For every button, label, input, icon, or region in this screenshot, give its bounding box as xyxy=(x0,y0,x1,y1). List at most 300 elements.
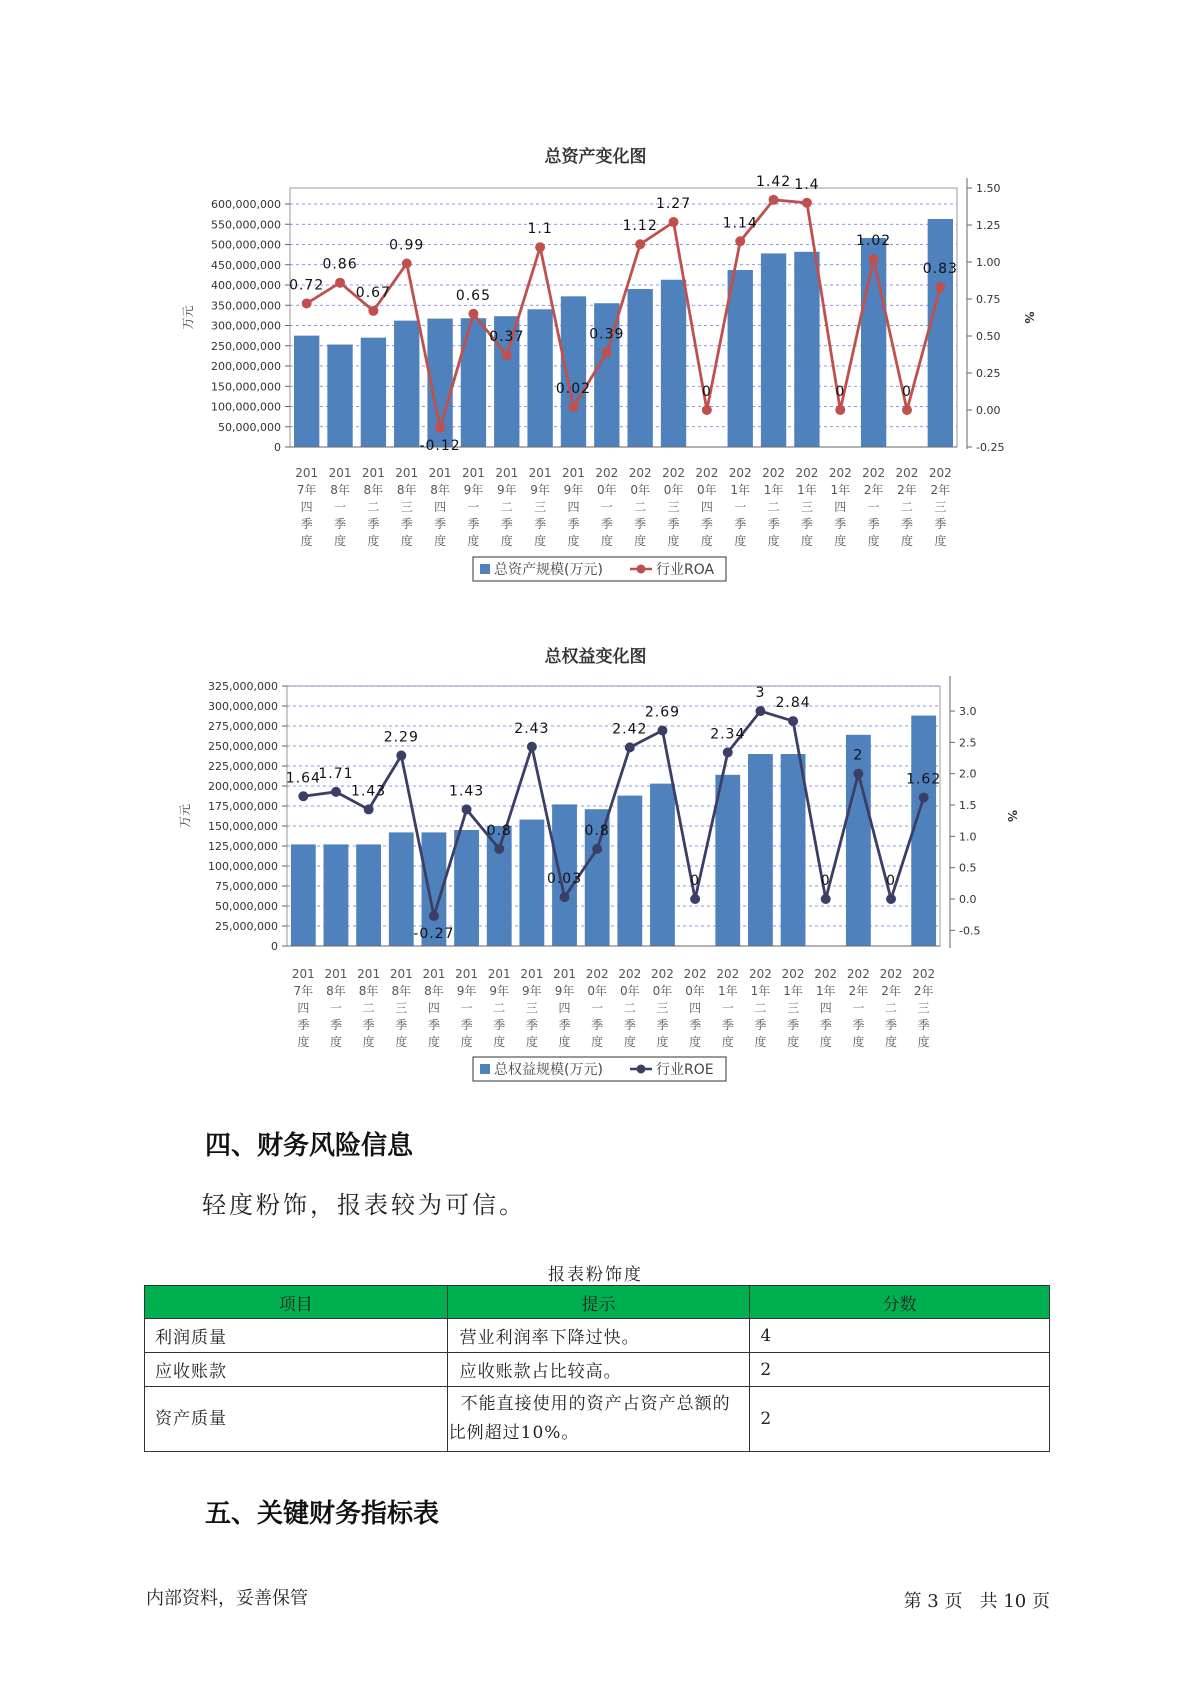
bar xyxy=(728,270,753,447)
category-label: 度 xyxy=(395,1035,408,1049)
category-label: 季 xyxy=(362,1018,375,1032)
category-label: 度 xyxy=(467,534,480,548)
category-label: 一 xyxy=(721,1001,734,1015)
line-point xyxy=(802,198,812,208)
data-label: 1.12 xyxy=(622,218,658,235)
data-label: 1.4 xyxy=(794,176,820,193)
left-tick-label: 125,000,000 xyxy=(208,840,278,853)
category-label: 度 xyxy=(934,534,947,548)
footer-page-number: 第 3 页 共 10 页 xyxy=(903,1591,1050,1612)
legend-swatch-point xyxy=(637,565,646,574)
category-label: 四 xyxy=(427,1001,440,1015)
data-label: 1.43 xyxy=(448,783,485,800)
data-label: 1.62 xyxy=(906,771,942,788)
line-point xyxy=(502,350,512,360)
category-label: 1年 xyxy=(750,984,771,998)
category-label: 三 xyxy=(525,1001,538,1015)
category-label: 9年 xyxy=(563,483,584,497)
category-label: 四 xyxy=(434,500,447,514)
row-hint: 营业利润率下降过快。 xyxy=(447,1319,750,1353)
category-label: 二 xyxy=(362,1001,375,1015)
line-point xyxy=(935,282,945,292)
data-label: 1.43 xyxy=(351,783,387,800)
left-tick-label: 50,000,000 xyxy=(218,420,281,434)
category-label: 度 xyxy=(900,534,913,548)
line-point xyxy=(396,751,406,761)
right-tick-label: 1.25 xyxy=(976,219,1001,232)
category-label: 度 xyxy=(367,534,380,548)
line-point xyxy=(302,298,312,308)
line-point xyxy=(527,742,537,752)
category-label: 0年 xyxy=(630,483,650,497)
category-label: 201 xyxy=(324,967,348,981)
bar xyxy=(650,784,675,946)
category-label: 三 xyxy=(917,1001,930,1015)
category-label: 季 xyxy=(667,517,680,531)
category-label: 季 xyxy=(885,1018,898,1032)
category-label: 8年 xyxy=(330,483,350,497)
category-label: 季 xyxy=(623,1018,636,1032)
data-label: -0.27 xyxy=(413,925,455,942)
section-heading-financial-risk: 四、财务风险信息 xyxy=(205,1131,414,1161)
right-tick-label: 1.50 xyxy=(976,182,1001,195)
category-label: 1年 xyxy=(783,984,803,998)
table-row xyxy=(145,1387,1050,1452)
row-item: 资产质量 xyxy=(145,1387,448,1452)
category-label: 一 xyxy=(460,1001,473,1015)
category-label: 三 xyxy=(534,500,547,514)
category-label: 2年 xyxy=(848,984,869,998)
left-tick-label: 550,000,000 xyxy=(211,218,281,232)
category-label: 2年 xyxy=(881,984,901,998)
line-point xyxy=(494,844,504,854)
category-label: 二 xyxy=(767,500,780,514)
line-point xyxy=(886,894,896,904)
legend-swatch-point xyxy=(637,1065,646,1074)
category-label: 四 xyxy=(567,500,580,514)
risk-table-caption: 报表粉饰度 xyxy=(548,1265,643,1285)
legend-label-bar: 总权益规模(万元) xyxy=(494,1062,603,1078)
data-label: 1.1 xyxy=(527,221,553,238)
category-label: 9年 xyxy=(530,483,550,497)
category-label: 202 xyxy=(762,466,786,480)
category-label: 季 xyxy=(934,517,947,531)
risk-table xyxy=(144,1285,1050,1452)
category-label: 度 xyxy=(534,534,547,548)
right-tick-label: 0.75 xyxy=(976,293,1001,306)
line-point xyxy=(335,278,345,288)
category-label: 季 xyxy=(754,1018,767,1032)
category-label: 度 xyxy=(434,534,447,548)
category-label: 8年 xyxy=(363,483,384,497)
category-label: 202 xyxy=(912,967,936,981)
data-label: 0.03 xyxy=(546,871,583,888)
left-tick-label: 350,000,000 xyxy=(211,299,281,313)
category-label: 度 xyxy=(460,1035,473,1049)
category-label: 三 xyxy=(667,500,680,514)
category-label: 201 xyxy=(495,466,519,480)
category-label: 201 xyxy=(520,967,544,981)
right-tick-label: 0.25 xyxy=(976,367,1001,380)
data-label: 0 xyxy=(820,873,831,890)
bar xyxy=(324,844,349,946)
bar xyxy=(527,309,552,447)
category-label: 二 xyxy=(500,500,513,514)
data-label: 0.39 xyxy=(589,326,625,343)
right-tick-label: 1.00 xyxy=(976,256,1001,269)
bar xyxy=(911,716,936,946)
category-label: 度 xyxy=(623,1035,636,1049)
category-label: 季 xyxy=(400,517,413,531)
row-item: 应收账款 xyxy=(145,1353,448,1387)
right-tick-label: -0.25 xyxy=(976,441,1005,454)
category-label: 季 xyxy=(300,517,313,531)
category-label: 季 xyxy=(834,517,847,531)
category-label: 201 xyxy=(357,967,381,981)
category-label: 202 xyxy=(814,967,838,981)
category-label: 二 xyxy=(754,1001,767,1015)
category-label: 二 xyxy=(493,1001,506,1015)
data-label: 0 xyxy=(886,873,896,890)
data-label: 1.64 xyxy=(285,770,321,787)
line-point xyxy=(735,236,745,246)
line-point xyxy=(602,347,612,357)
category-label: 202 xyxy=(651,967,674,981)
category-label: 9年 xyxy=(489,984,510,998)
category-label: 202 xyxy=(728,466,752,480)
category-label: 1年 xyxy=(830,483,851,497)
data-label: 0.72 xyxy=(289,277,325,294)
category-label: 201 xyxy=(389,967,413,981)
bar xyxy=(748,754,773,946)
data-label: 0.67 xyxy=(355,284,391,301)
bar xyxy=(356,844,381,946)
category-label: 201 xyxy=(361,466,385,480)
line-point xyxy=(468,309,478,319)
total-equity-chart xyxy=(0,670,1191,1110)
category-label: 二 xyxy=(634,500,647,514)
data-label: 0.65 xyxy=(455,287,492,304)
category-label: 0年 xyxy=(697,483,717,497)
data-label: 1.71 xyxy=(318,765,354,782)
category-label: 度 xyxy=(493,1035,506,1049)
category-label: 季 xyxy=(434,517,447,531)
line-point xyxy=(723,747,733,757)
category-label: 7年 xyxy=(296,483,317,497)
category-label: 202 xyxy=(748,967,772,981)
category-label: 202 xyxy=(618,967,642,981)
legend-label-line: 行业ROA xyxy=(656,562,715,578)
left-tick-label: 0 xyxy=(274,441,281,454)
bar xyxy=(617,796,642,946)
total-assets-chart xyxy=(0,170,1191,630)
left-tick-label: 600,000,000 xyxy=(211,198,281,211)
line-point xyxy=(625,742,635,752)
category-label: 9年 xyxy=(522,984,542,998)
line-point xyxy=(755,706,765,716)
bar xyxy=(628,289,653,447)
category-label: 三 xyxy=(656,1001,669,1015)
category-label: 季 xyxy=(734,517,747,531)
line-point xyxy=(835,405,845,415)
category-label: 度 xyxy=(885,1035,898,1049)
category-label: 二 xyxy=(900,500,913,514)
category-label: 202 xyxy=(595,466,619,480)
category-label: 季 xyxy=(767,517,780,531)
category-label: 1年 xyxy=(763,483,784,497)
data-label: 3 xyxy=(755,685,766,702)
category-label: 季 xyxy=(467,517,480,531)
line-point xyxy=(368,306,378,316)
right-tick-label: 0.50 xyxy=(976,330,1001,343)
data-label: 1.02 xyxy=(856,233,892,250)
category-label: 0年 xyxy=(620,984,640,998)
category-label: 202 xyxy=(716,967,740,981)
left-tick-label: 300,000,000 xyxy=(211,319,281,333)
line-point xyxy=(568,402,578,412)
category-label: 0年 xyxy=(663,483,684,497)
category-label: 季 xyxy=(787,1018,800,1032)
category-label: 201 xyxy=(328,466,352,480)
left-tick-label: 75,000,000 xyxy=(215,880,278,893)
category-label: 三 xyxy=(395,1001,408,1015)
category-label: 季 xyxy=(493,1018,506,1032)
category-label: 8年 xyxy=(391,984,412,998)
category-label: 季 xyxy=(460,1018,473,1032)
line-point xyxy=(635,239,645,249)
category-label: 8年 xyxy=(430,483,450,497)
category-label: 季 xyxy=(600,517,613,531)
row-score: 2 xyxy=(750,1353,1050,1387)
line-point xyxy=(402,258,412,268)
right-tick-label: 3.0 xyxy=(959,705,977,719)
line-point xyxy=(435,423,445,433)
category-label: 度 xyxy=(634,534,647,548)
category-label: 0年 xyxy=(652,984,673,998)
category-label: 8年 xyxy=(326,984,346,998)
category-label: 度 xyxy=(734,534,747,548)
bar xyxy=(294,336,319,447)
category-label: 四 xyxy=(300,500,313,514)
left-tick-label: 200,000,000 xyxy=(208,780,278,793)
line-point xyxy=(560,892,570,902)
left-tick-label: 250,000,000 xyxy=(211,339,281,353)
line-point xyxy=(788,716,798,726)
category-label: 一 xyxy=(852,1001,865,1015)
row-hint: 应收账款占比较高。 xyxy=(447,1353,750,1387)
category-label: 1年 xyxy=(717,984,738,998)
line-point xyxy=(919,793,929,803)
line-point xyxy=(657,725,667,735)
left-axis-title: 万元 xyxy=(181,305,195,330)
category-label: 季 xyxy=(334,517,347,531)
bar xyxy=(327,345,352,447)
category-label: 202 xyxy=(781,967,805,981)
risk-summary-text: 轻度粉饰，报表较为可信。 xyxy=(202,1191,526,1219)
data-label: 2.43 xyxy=(514,720,550,737)
category-label: 度 xyxy=(525,1035,538,1049)
data-label: 1.42 xyxy=(755,173,792,190)
footer-confidential-note: 内部资料，妥善保管 xyxy=(146,1588,308,1609)
category-label: 四 xyxy=(689,1001,702,1015)
category-label: 度 xyxy=(667,534,680,548)
category-label: 季 xyxy=(852,1018,865,1032)
category-label: 度 xyxy=(427,1035,440,1049)
category-label: 度 xyxy=(591,1035,604,1049)
category-label: 一 xyxy=(734,500,747,514)
category-label: 一 xyxy=(334,500,347,514)
category-label: 201 xyxy=(528,466,552,480)
category-label: 度 xyxy=(362,1035,375,1049)
category-label: 8年 xyxy=(358,984,379,998)
category-label: 度 xyxy=(689,1035,702,1049)
row-score: 4 xyxy=(750,1319,1050,1353)
data-label: 0.02 xyxy=(555,381,592,398)
data-label: 0.8 xyxy=(486,822,512,839)
line-point xyxy=(821,894,831,904)
category-label: 三 xyxy=(934,500,947,514)
category-label: 季 xyxy=(917,1018,930,1032)
category-label: 一 xyxy=(329,1001,342,1015)
bar xyxy=(661,280,686,447)
line-point xyxy=(902,405,912,415)
category-label: 7年 xyxy=(293,984,314,998)
category-label: 1年 xyxy=(797,483,817,497)
category-label: 2年 xyxy=(913,984,934,998)
category-label: 度 xyxy=(500,534,513,548)
chart-title-equity: 总权益变化图 xyxy=(544,647,647,667)
category-label: 季 xyxy=(634,517,647,531)
right-tick-label: 0.5 xyxy=(959,861,977,875)
category-label: 季 xyxy=(900,517,913,531)
category-label: 季 xyxy=(867,517,880,531)
category-label: 四 xyxy=(819,1001,832,1015)
category-label: 202 xyxy=(628,466,652,480)
line-point xyxy=(702,405,712,415)
category-label: 季 xyxy=(700,517,713,531)
category-label: 度 xyxy=(834,534,847,548)
risk-table-header-row xyxy=(145,1286,1050,1319)
data-label: 0.86 xyxy=(322,256,358,273)
bar xyxy=(928,219,953,447)
bar xyxy=(519,820,544,946)
header-hint: 提示 xyxy=(447,1286,750,1319)
category-label: 度 xyxy=(400,534,413,548)
data-label: 2.29 xyxy=(383,729,419,746)
left-tick-label: 25,000,000 xyxy=(215,920,278,933)
category-label: 季 xyxy=(329,1018,342,1032)
category-label: 度 xyxy=(656,1035,669,1049)
right-tick-label: 1.0 xyxy=(959,830,977,844)
right-tick-label: 0.0 xyxy=(959,893,977,907)
category-label: 一 xyxy=(467,500,480,514)
data-label: 0.8 xyxy=(584,822,610,839)
right-tick-label: 2.5 xyxy=(959,736,977,750)
category-label: 201 xyxy=(461,466,485,480)
legend-swatch-bar xyxy=(480,564,490,574)
category-label: 三 xyxy=(400,500,413,514)
category-label: 201 xyxy=(553,967,576,981)
category-label: 202 xyxy=(662,466,685,480)
line-point xyxy=(364,804,374,814)
data-label: 1.14 xyxy=(722,215,758,232)
category-label: 9年 xyxy=(496,483,517,497)
category-label: 度 xyxy=(721,1035,734,1049)
category-label: 202 xyxy=(683,967,707,981)
line-point xyxy=(462,804,472,814)
category-label: 四 xyxy=(834,500,847,514)
left-tick-label: 50,000,000 xyxy=(215,900,278,913)
category-label: 二 xyxy=(885,1001,898,1015)
category-label: 1年 xyxy=(730,483,751,497)
left-tick-label: 325,000,000 xyxy=(208,680,278,693)
category-label: 2年 xyxy=(930,483,951,497)
category-label: 202 xyxy=(695,466,719,480)
legend-label-bar: 总资产规模(万元) xyxy=(494,562,603,578)
right-tick-label: 1.5 xyxy=(959,799,977,813)
category-label: 202 xyxy=(795,466,819,480)
category-label: 四 xyxy=(700,500,713,514)
header-item: 项目 xyxy=(145,1286,448,1319)
row-score: 2 xyxy=(750,1387,1050,1452)
line-point xyxy=(429,911,439,921)
line-point xyxy=(298,791,308,801)
left-tick-label: 200,000,000 xyxy=(211,360,281,373)
left-tick-label: 400,000,000 xyxy=(211,279,281,292)
bar xyxy=(861,238,886,447)
category-label: 度 xyxy=(787,1035,800,1049)
category-label: 0年 xyxy=(587,984,607,998)
category-label: 201 xyxy=(562,466,585,480)
row-hint: 不能直接使用的资产占资产总额的比例超过10%。 xyxy=(447,1387,750,1452)
data-label: 2.34 xyxy=(710,726,746,743)
category-label: 季 xyxy=(534,517,547,531)
category-label: 201 xyxy=(291,967,315,981)
legend-label-line: 行业ROE xyxy=(656,1062,714,1078)
left-tick-label: 150,000,000 xyxy=(211,380,281,394)
data-label: 0.83 xyxy=(922,261,958,278)
bar xyxy=(561,296,586,447)
category-label: 9年 xyxy=(554,984,575,998)
category-label: 9年 xyxy=(463,483,484,497)
left-tick-label: 100,000,000 xyxy=(208,860,278,873)
line-point xyxy=(535,242,545,252)
category-label: 季 xyxy=(819,1018,832,1032)
data-label: 0.99 xyxy=(389,237,425,254)
bar xyxy=(761,253,786,447)
category-label: 201 xyxy=(487,967,511,981)
category-label: 季 xyxy=(367,517,380,531)
bar xyxy=(454,830,479,946)
category-label: 季 xyxy=(297,1018,310,1032)
data-label: 2.84 xyxy=(775,695,811,712)
category-label: 度 xyxy=(300,534,313,548)
category-label: 季 xyxy=(427,1018,440,1032)
left-tick-label: 275,000,000 xyxy=(208,720,278,733)
left-tick-label: 500,000,000 xyxy=(211,238,281,252)
category-label: 季 xyxy=(721,1018,734,1032)
left-tick-label: 0 xyxy=(271,940,278,953)
data-label: 0 xyxy=(701,384,712,400)
right-tick-label: 2.0 xyxy=(959,767,977,781)
legend-swatch-bar xyxy=(480,1064,490,1074)
table-row xyxy=(145,1353,1050,1387)
category-label: 201 xyxy=(295,466,319,480)
category-label: 1年 xyxy=(815,984,836,998)
category-label: 0年 xyxy=(597,483,617,497)
bar xyxy=(846,735,871,946)
data-label: 0 xyxy=(902,384,912,400)
